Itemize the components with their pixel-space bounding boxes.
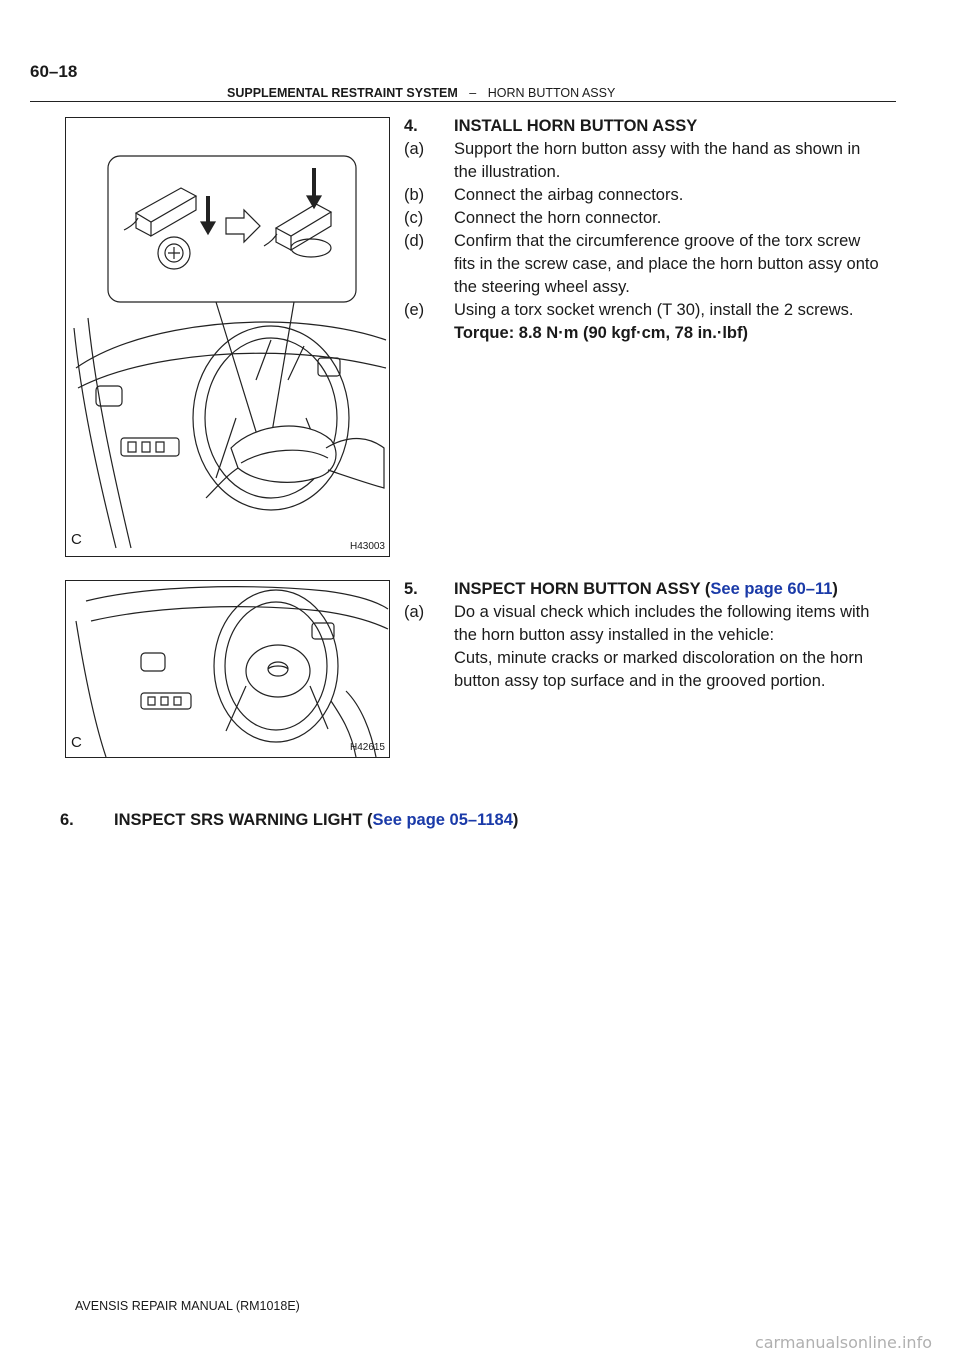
step-5 — [404, 578, 884, 693]
watermark: carmanualsonline.info — [754, 1333, 932, 1352]
substep-text: the steering wheel assy. — [454, 278, 630, 296]
substep-text: Confirm that the circumference groove of the torx screw — [454, 232, 861, 250]
torque-spec: Torque: 8.8 N·m (90 kgf·cm, 78 in.·lbf) — [454, 324, 748, 342]
step-title: INSTALL HORN BUTTON ASSY — [454, 117, 698, 135]
step-title: INSPECT SRS WARNING LIGHT ( — [114, 811, 373, 829]
subsection-title: HORN BUTTON ASSY — [487, 86, 616, 100]
figure-corner-mark: C — [71, 531, 82, 548]
step-5-title: 5. INSPECT HORN BUTTON ASSY (See page 60–11) — [404, 578, 884, 601]
figure-corner-mark: C — [71, 734, 82, 751]
step-4 — [404, 115, 884, 345]
header-rule — [30, 101, 896, 102]
illustration-steering-wheel-installed — [66, 581, 389, 757]
section-title: SUPPLEMENTAL RESTRAINT SYSTEM — [227, 86, 458, 100]
header-separator: – — [469, 86, 477, 100]
step-title: INSPECT HORN BUTTON ASSY ( — [454, 580, 711, 598]
step-6: 6. INSPECT SRS WARNING LIGHT (See page 05–1184) — [60, 809, 880, 832]
substep-text: Connect the horn connector. — [454, 209, 662, 227]
substep-d: (d) Confirm that the circumference groove of the torx screw fits in the screw case, and place the horn button assy onto the steering wheel assy. — [404, 230, 884, 299]
substep-text: fits in the screw case, and place the horn button assy onto — [454, 255, 879, 273]
substep-a: (a) Do a visual check which includes the following items with the horn button assy installed in the vehicle: Cuts, minute cracks or marked discoloration on the horn button assy top surface and in the grooved portion. — [404, 601, 884, 693]
step-number: 4. — [404, 117, 418, 135]
substep-text: Using a torx socket wrench (T 30), install the 2 screws. — [454, 301, 854, 319]
page-number: 60–18 — [30, 62, 78, 81]
illustration-steering-wheel-install — [66, 118, 389, 556]
step-number: 6. — [60, 811, 74, 829]
substep-a: (a) Support the horn button assy with the hand as shown in the illustration. — [404, 138, 884, 184]
see-page-05-1184-link[interactable]: See page 05–1184 — [372, 811, 513, 829]
substep-text: button assy top surface and in the grooved portion. — [454, 672, 826, 690]
substep-text: the horn button assy installed in the vehicle: — [454, 626, 775, 644]
step-number: 5. — [404, 580, 418, 598]
substep-text: Support the horn button assy with the hand as shown in — [454, 140, 861, 158]
section-header — [227, 86, 615, 100]
substep-text: Connect the airbag connectors. — [454, 186, 684, 204]
substep-c: (c) Connect the horn connector. — [404, 207, 884, 230]
figure-code: H42615 — [349, 742, 385, 753]
manual-footer: AVENSIS REPAIR MANUAL (RM1018E) — [75, 1299, 300, 1313]
figure-code: H43003 — [349, 541, 385, 552]
figure-inspect-horn-button — [65, 580, 390, 758]
substep-text: Cuts, minute cracks or marked discoloration on the horn — [454, 649, 864, 667]
substep-text: Do a visual check which includes the following items with — [454, 603, 870, 621]
substep-text: the illustration. — [454, 163, 561, 181]
step-4-title — [404, 115, 884, 138]
see-page-60-11-link[interactable]: See page 60–11 — [710, 580, 833, 598]
substep-e: (e) Using a torx socket wrench (T 30), install the 2 screws. Torque: 8.8 N·m (90 kgf·cm, 78 in.·lbf) — [404, 299, 884, 345]
substep-b: (b) Connect the airbag connectors. — [404, 184, 884, 207]
figure-install-horn-button — [65, 117, 390, 557]
